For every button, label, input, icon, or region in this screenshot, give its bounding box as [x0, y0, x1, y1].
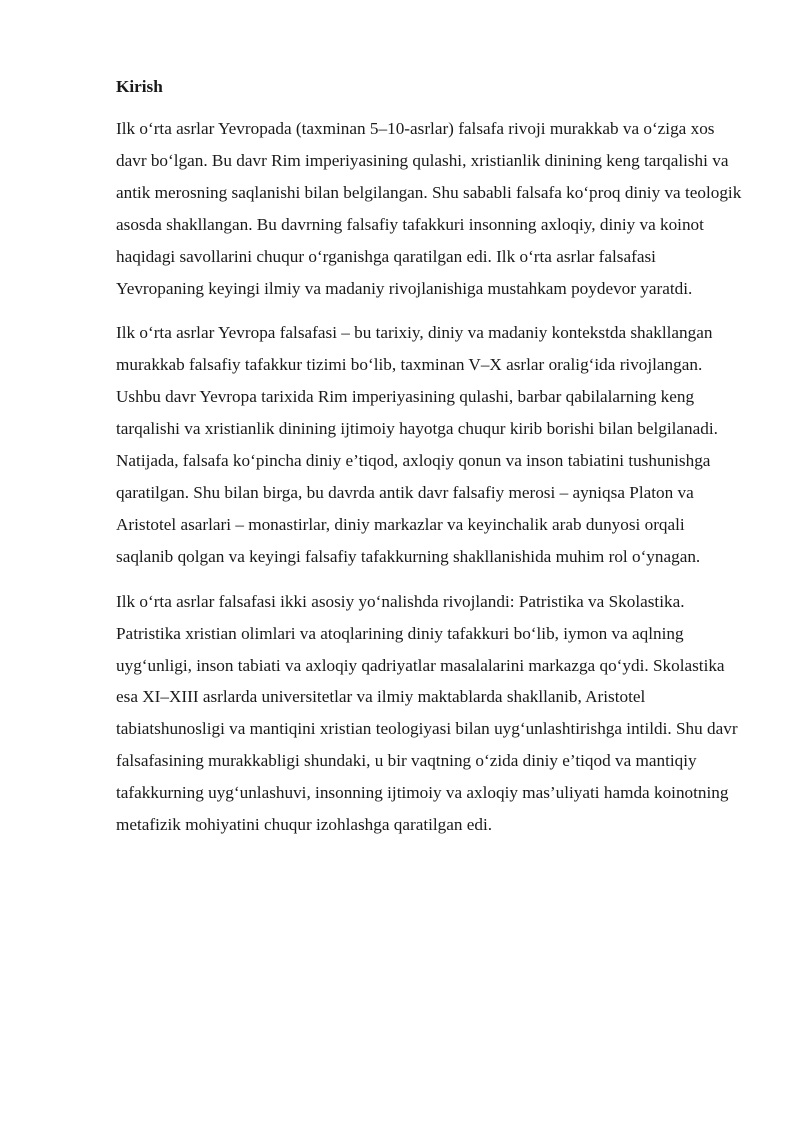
paragraph-3: Ilk o‘rta asrlar falsafasi ikki asosiy yo‘nalishda rivojlandi: Patristika va Skolastika. Patristika xristian olimlari va atoqlarining diniy tafakkuri bo‘lib, iymon va aqlning uyg‘unligi, inson tabiati va axloqiy qadriyatlar masalalarini markazga qo‘ydi. Skolastika esa XI–XIII asrlarda universitetlar va ilmiy maktablarda shakllanib, Aristotel tabiatshunosligi va mantiqini xristian teologiyasi bilan uyg‘unlashtirishga intildi. Shu davr falsafasining murakkabligi shundaki, u bir vaqtning o‘zida diniy e’tiqod va mantiqiy tafakkurning uyg‘unlashuvi, insonning ijtimoiy va axloqiy mas’uliyati hamda koinotning metafizik mohiyatini chuqur izohlashga qaratilgan edi. — [116, 591, 738, 835]
document-body — [116, 74, 746, 854]
paragraph-2: Ilk o‘rta asrlar Yevropa falsafasi – bu tarixiy, diniy va madaniy kontekstda shakllangan murakkab falsafiy tafakkur tizimi bo‘lib, taxminan V–X asrlar oralig‘ida rivojlangan. Ushbu davr Yevropa tarixida Rim imperiyasining qulashi, barbar qabilalarning keng tarqalishi va xristianlik dinining ijtimoiy hayotga chuqur kirib borishi bilan belgilanadi. Natijada, falsafa ko‘pincha diniy e’tiqod, axloqiy qonun va inson tabiatini tushunishga qaratilgan. Shu bilan birga, bu davrda antik davr falsafiy merosi – ayniqsa Platon va Aristotel asarlari – monastirlar, diniy markazlar va keyinchalik arab dunyosi orqali saqlanib qolgan va keyingi falsafiy tafakkurning shakllanishida muhim rol o‘ynagan. — [116, 323, 718, 566]
section-heading: Kirish — [116, 77, 163, 96]
paragraph-1: Ilk o‘rta asrlar Yevropada (taxminan 5–10-asrlar) falsafa rivoji murakkab va o‘ziga xos davr bo‘lgan. Bu davr Rim imperiyasining qulashi, xristianlik dinining keng tarqalishi va antik merosning saqlanishi bilan belgilangan. Shu sababli falsafa ko‘proq diniy va teologik asosda shakllangan. Bu davrning falsafiy tafakkuri insonning axloqiy, diniy va koinot haqidagi savollarini chuqur o‘rganishga qaratilgan edi. Ilk o‘rta asrlar falsafasi Yevropaning keyingi ilmiy va madaniy rivojlanishiga mustahkam poydevor yaratdi. — [116, 119, 742, 298]
